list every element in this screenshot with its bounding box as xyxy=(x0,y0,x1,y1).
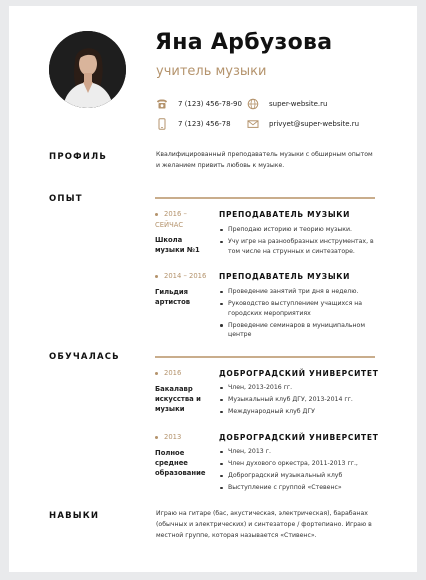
education-school: ДОБРОГРАДСКИЙ УНИВЕРСИТЕТ xyxy=(219,369,379,378)
section-divider xyxy=(155,197,375,199)
experience-date: 2014 – 2016 xyxy=(155,271,206,282)
experience-role: ПРЕПОДАВАТЕЛЬ МУЗЫКИ xyxy=(219,210,351,219)
mobile-icon xyxy=(156,118,168,130)
contact-website-text: super-website.ru xyxy=(269,100,328,108)
job-title: учитель музыки xyxy=(156,64,267,79)
section-title-profile: ПРОФИЛЬ xyxy=(49,152,108,162)
experience-bullets xyxy=(219,287,379,342)
section-title-experience: ОПЫТ xyxy=(49,194,83,204)
education-degree: Бакалавр искусства и музыки xyxy=(155,385,201,413)
contact-mobile-text: 7 (123) 456-78 xyxy=(178,120,231,128)
phone-icon xyxy=(156,98,168,110)
profile-text: Квалифицированный преподаватель музыки с обширным опытом и желанием привить любовь к музыке. xyxy=(156,151,373,169)
experience-organization: Школа музыки №1 xyxy=(155,236,200,254)
list-item: Член, 2013 г. xyxy=(219,447,379,457)
education-date: 2013 xyxy=(155,432,181,443)
education-bullets xyxy=(219,447,379,495)
contact-phone[interactable] xyxy=(156,98,242,110)
list-item: Музыкальный клуб ДГУ, 2013-2014 гг. xyxy=(219,395,379,405)
education-degree: Полное среднее образование xyxy=(155,449,206,477)
section-divider xyxy=(155,356,375,358)
list-item: Член духового оркестра, 2011-2013 гг., xyxy=(219,459,379,469)
list-item: Международный клуб ДГУ xyxy=(219,407,379,417)
profile-photo xyxy=(49,31,126,108)
list-item: Доброградский музыкальный клуб xyxy=(219,471,379,481)
list-item: Учу игре на разнообразных инструментах, в том числе на струнных и синтезаторе. xyxy=(219,237,379,256)
resume-page xyxy=(9,6,417,572)
list-item: Преподаю историю и теорию музыки. xyxy=(219,225,379,235)
list-item: Проведение семинаров в муниципальном центре xyxy=(219,321,379,340)
education-school: ДОБРОГРАДСКИЙ УНИВЕРСИТЕТ xyxy=(219,433,379,442)
experience-bullets xyxy=(219,225,379,259)
experience-role: ПРЕПОДАВАТЕЛЬ МУЗЫКИ xyxy=(219,272,351,281)
experience-date: 2016 – СЕЙЧАС xyxy=(155,210,187,229)
section-title-education: ОБУЧАЛАСЬ xyxy=(49,352,120,362)
education-date: 2016 xyxy=(155,368,181,379)
woman-portrait-image xyxy=(49,31,126,108)
list-item: Член, 2013-2016 гг. xyxy=(219,383,379,393)
list-item: Выступление с группой «Стевенс» xyxy=(219,483,379,493)
list-item: Руководство выступлением учащихся на городских мероприятиях xyxy=(219,299,379,318)
education-bullets xyxy=(219,383,379,419)
globe-icon xyxy=(247,98,259,110)
contact-email[interactable] xyxy=(247,118,359,130)
mail-icon xyxy=(247,118,259,130)
contact-phone-text: 7 (123) 456-78-90 xyxy=(178,100,242,108)
contact-email-text: privyet@super-website.ru xyxy=(269,120,360,128)
experience-organization: Гильдия артистов xyxy=(155,288,191,306)
contact-mobile[interactable] xyxy=(156,118,231,130)
contact-website[interactable] xyxy=(247,98,327,110)
skills-text: Играю на гитаре (бас, акустическая, электрическая), барабанах (обычных и электрических) и синтезаторе / фортепиано. Играю в местной группе, которая называется «Стивенс». xyxy=(156,510,372,539)
section-title-skills: НАВЫКИ xyxy=(49,511,100,521)
list-item: Проведение занятий три дня в неделю. xyxy=(219,287,379,297)
person-name: Яна Арбузова xyxy=(155,30,333,55)
